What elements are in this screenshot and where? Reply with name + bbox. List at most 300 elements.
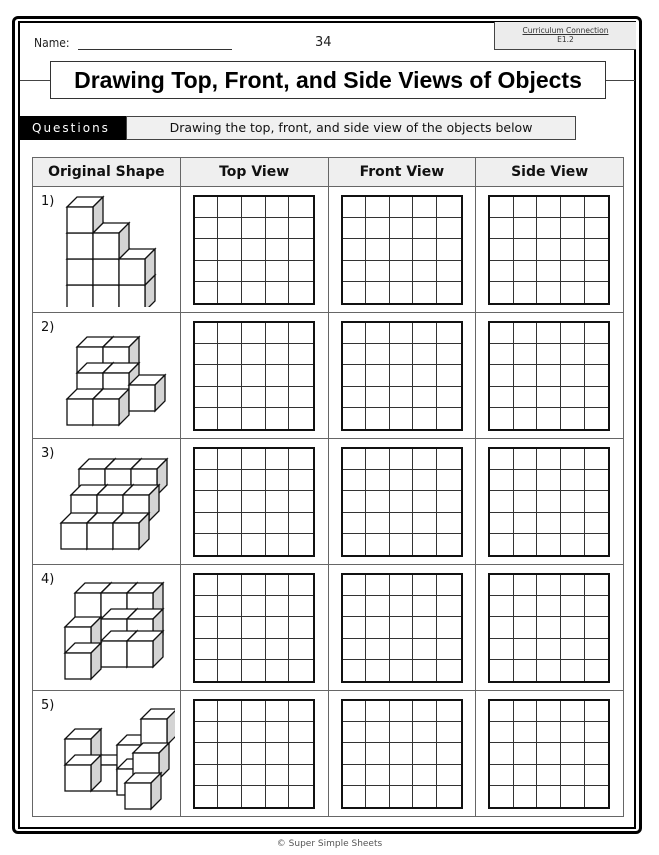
grid-cell[interactable] [437,491,461,512]
grid-cell[interactable] [242,408,266,429]
grid-cell[interactable] [437,387,461,408]
grid-cell[interactable] [390,282,414,303]
grid-cell[interactable] [514,701,538,722]
grid-cell[interactable] [490,470,514,491]
grid-cell[interactable] [437,786,461,807]
grid-cell[interactable] [195,408,219,429]
grid-cell[interactable] [195,660,219,681]
grid-cell[interactable] [537,765,561,786]
grid-cell[interactable] [218,786,242,807]
grid-cell[interactable] [195,323,219,344]
grid-cell[interactable] [390,218,414,239]
grid-cell[interactable] [242,387,266,408]
grid-cell[interactable] [490,261,514,282]
grid-cell[interactable] [537,660,561,681]
grid-cell[interactable] [366,218,390,239]
grid-cell[interactable] [437,513,461,534]
grid-cell[interactable] [561,534,585,555]
grid-cell[interactable] [413,596,437,617]
grid-cell[interactable] [490,344,514,365]
grid-cell[interactable] [585,470,609,491]
grid-cell[interactable] [537,534,561,555]
grid-cell[interactable] [437,534,461,555]
grid-cell[interactable] [585,617,609,638]
grid-cell[interactable] [514,743,538,764]
side-view-drawing-grid[interactable] [488,573,610,683]
grid-cell[interactable] [366,387,390,408]
grid-cell[interactable] [343,323,367,344]
grid-cell[interactable] [242,596,266,617]
grid-cell[interactable] [218,408,242,429]
grid-cell[interactable] [343,408,367,429]
grid-cell[interactable] [195,513,219,534]
grid-cell[interactable] [218,282,242,303]
grid-cell[interactable] [195,282,219,303]
grid-cell[interactable] [561,344,585,365]
grid-cell[interactable] [437,449,461,470]
grid-cell[interactable] [218,449,242,470]
grid-cell[interactable] [537,323,561,344]
grid-cell[interactable] [242,282,266,303]
grid-cell[interactable] [366,786,390,807]
grid-cell[interactable] [289,470,313,491]
grid-cell[interactable] [413,534,437,555]
grid-cell[interactable] [266,596,290,617]
grid-cell[interactable] [242,722,266,743]
grid-cell[interactable] [514,534,538,555]
front-view-drawing-grid[interactable] [341,321,463,431]
grid-cell[interactable] [585,239,609,260]
grid-cell[interactable] [437,660,461,681]
grid-cell[interactable] [218,387,242,408]
grid-cell[interactable] [343,470,367,491]
grid-cell[interactable] [561,239,585,260]
grid-cell[interactable] [195,261,219,282]
grid-cell[interactable] [561,365,585,386]
grid-cell[interactable] [390,743,414,764]
grid-cell[interactable] [343,639,367,660]
grid-cell[interactable] [266,408,290,429]
grid-cell[interactable] [366,365,390,386]
grid-cell[interactable] [514,617,538,638]
grid-cell[interactable] [537,197,561,218]
grid-cell[interactable] [390,365,414,386]
grid-cell[interactable] [218,470,242,491]
grid-cell[interactable] [537,722,561,743]
grid-cell[interactable] [585,786,609,807]
grid-cell[interactable] [413,701,437,722]
grid-cell[interactable] [413,743,437,764]
grid-cell[interactable] [561,765,585,786]
grid-cell[interactable] [343,218,367,239]
grid-cell[interactable] [537,513,561,534]
grid-cell[interactable] [537,470,561,491]
grid-cell[interactable] [585,596,609,617]
grid-cell[interactable] [561,722,585,743]
grid-cell[interactable] [490,365,514,386]
grid-cell[interactable] [537,365,561,386]
grid-cell[interactable] [343,387,367,408]
grid-cell[interactable] [561,617,585,638]
grid-cell[interactable] [585,282,609,303]
grid-cell[interactable] [195,365,219,386]
grid-cell[interactable] [289,344,313,365]
grid-cell[interactable] [343,596,367,617]
grid-cell[interactable] [390,408,414,429]
grid-cell[interactable] [366,596,390,617]
front-view-drawing-grid[interactable] [341,447,463,557]
grid-cell[interactable] [242,491,266,512]
grid-cell[interactable] [289,239,313,260]
grid-cell[interactable] [437,197,461,218]
grid-cell[interactable] [266,282,290,303]
grid-cell[interactable] [413,765,437,786]
grid-cell[interactable] [195,743,219,764]
grid-cell[interactable] [490,596,514,617]
grid-cell[interactable] [289,743,313,764]
grid-cell[interactable] [437,239,461,260]
grid-cell[interactable] [537,491,561,512]
grid-cell[interactable] [561,408,585,429]
grid-cell[interactable] [437,365,461,386]
grid-cell[interactable] [266,344,290,365]
grid-cell[interactable] [490,282,514,303]
grid-cell[interactable] [366,344,390,365]
grid-cell[interactable] [289,596,313,617]
grid-cell[interactable] [195,722,219,743]
grid-cell[interactable] [366,197,390,218]
grid-cell[interactable] [413,722,437,743]
top-view-drawing-grid[interactable] [193,699,315,809]
grid-cell[interactable] [561,596,585,617]
grid-cell[interactable] [585,218,609,239]
grid-cell[interactable] [343,261,367,282]
grid-cell[interactable] [514,660,538,681]
grid-cell[interactable] [585,722,609,743]
grid-cell[interactable] [195,617,219,638]
grid-cell[interactable] [585,660,609,681]
grid-cell[interactable] [218,722,242,743]
grid-cell[interactable] [289,323,313,344]
grid-cell[interactable] [490,575,514,596]
grid-cell[interactable] [561,575,585,596]
side-view-drawing-grid[interactable] [488,321,610,431]
grid-cell[interactable] [266,197,290,218]
grid-cell[interactable] [366,743,390,764]
grid-cell[interactable] [242,617,266,638]
grid-cell[interactable] [266,491,290,512]
grid-cell[interactable] [537,596,561,617]
grid-cell[interactable] [514,722,538,743]
grid-cell[interactable] [490,534,514,555]
grid-cell[interactable] [289,282,313,303]
grid-cell[interactable] [343,491,367,512]
grid-cell[interactable] [366,491,390,512]
grid-cell[interactable] [343,239,367,260]
grid-cell[interactable] [585,449,609,470]
grid-cell[interactable] [413,239,437,260]
grid-cell[interactable] [390,491,414,512]
grid-cell[interactable] [195,575,219,596]
grid-cell[interactable] [343,765,367,786]
grid-cell[interactable] [289,617,313,638]
grid-cell[interactable] [514,261,538,282]
grid-cell[interactable] [266,534,290,555]
grid-cell[interactable] [289,408,313,429]
grid-cell[interactable] [490,786,514,807]
grid-cell[interactable] [289,701,313,722]
grid-cell[interactable] [242,765,266,786]
grid-cell[interactable] [289,197,313,218]
grid-cell[interactable] [413,660,437,681]
grid-cell[interactable] [413,639,437,660]
grid-cell[interactable] [242,323,266,344]
grid-cell[interactable] [343,743,367,764]
grid-cell[interactable] [561,660,585,681]
grid-cell[interactable] [289,218,313,239]
grid-cell[interactable] [366,534,390,555]
grid-cell[interactable] [561,743,585,764]
grid-cell[interactable] [242,239,266,260]
grid-cell[interactable] [413,786,437,807]
grid-cell[interactable] [437,344,461,365]
grid-cell[interactable] [537,282,561,303]
grid-cell[interactable] [390,239,414,260]
grid-cell[interactable] [242,534,266,555]
grid-cell[interactable] [514,765,538,786]
grid-cell[interactable] [413,617,437,638]
grid-cell[interactable] [585,344,609,365]
grid-cell[interactable] [242,786,266,807]
grid-cell[interactable] [343,197,367,218]
grid-cell[interactable] [490,513,514,534]
grid-cell[interactable] [218,491,242,512]
grid-cell[interactable] [537,218,561,239]
grid-cell[interactable] [218,534,242,555]
grid-cell[interactable] [195,491,219,512]
grid-cell[interactable] [490,765,514,786]
grid-cell[interactable] [390,639,414,660]
grid-cell[interactable] [266,701,290,722]
grid-cell[interactable] [514,491,538,512]
grid-cell[interactable] [266,786,290,807]
grid-cell[interactable] [289,575,313,596]
grid-cell[interactable] [289,449,313,470]
grid-cell[interactable] [437,408,461,429]
grid-cell[interactable] [289,387,313,408]
grid-cell[interactable] [218,218,242,239]
grid-cell[interactable] [561,470,585,491]
grid-cell[interactable] [366,722,390,743]
grid-cell[interactable] [437,261,461,282]
grid-cell[interactable] [490,323,514,344]
grid-cell[interactable] [266,239,290,260]
grid-cell[interactable] [266,575,290,596]
grid-cell[interactable] [289,765,313,786]
grid-cell[interactable] [289,786,313,807]
grid-cell[interactable] [366,282,390,303]
grid-cell[interactable] [561,449,585,470]
grid-cell[interactable] [514,323,538,344]
front-view-drawing-grid[interactable] [341,699,463,809]
grid-cell[interactable] [413,470,437,491]
grid-cell[interactable] [561,197,585,218]
grid-cell[interactable] [413,387,437,408]
grid-cell[interactable] [366,323,390,344]
grid-cell[interactable] [218,197,242,218]
grid-cell[interactable] [343,786,367,807]
grid-cell[interactable] [242,701,266,722]
grid-cell[interactable] [437,701,461,722]
grid-cell[interactable] [195,534,219,555]
grid-cell[interactable] [242,365,266,386]
name-field[interactable] [78,49,232,50]
grid-cell[interactable] [413,449,437,470]
grid-cell[interactable] [561,261,585,282]
grid-cell[interactable] [561,639,585,660]
grid-cell[interactable] [437,575,461,596]
grid-cell[interactable] [413,513,437,534]
grid-cell[interactable] [561,323,585,344]
grid-cell[interactable] [585,365,609,386]
grid-cell[interactable] [195,765,219,786]
side-view-drawing-grid[interactable] [488,699,610,809]
grid-cell[interactable] [289,639,313,660]
side-view-drawing-grid[interactable] [488,195,610,305]
grid-cell[interactable] [390,387,414,408]
grid-cell[interactable] [218,701,242,722]
grid-cell[interactable] [390,344,414,365]
grid-cell[interactable] [366,449,390,470]
grid-cell[interactable] [514,575,538,596]
grid-cell[interactable] [390,596,414,617]
grid-cell[interactable] [366,513,390,534]
grid-cell[interactable] [514,282,538,303]
grid-cell[interactable] [585,408,609,429]
grid-cell[interactable] [490,743,514,764]
grid-cell[interactable] [390,470,414,491]
grid-cell[interactable] [390,786,414,807]
grid-cell[interactable] [514,513,538,534]
grid-cell[interactable] [242,660,266,681]
grid-cell[interactable] [366,639,390,660]
grid-cell[interactable] [289,261,313,282]
top-view-drawing-grid[interactable] [193,195,315,305]
grid-cell[interactable] [437,743,461,764]
grid-cell[interactable] [490,617,514,638]
grid-cell[interactable] [413,408,437,429]
grid-cell[interactable] [289,513,313,534]
grid-cell[interactable] [366,408,390,429]
grid-cell[interactable] [266,470,290,491]
top-view-drawing-grid[interactable] [193,573,315,683]
grid-cell[interactable] [390,197,414,218]
grid-cell[interactable] [218,365,242,386]
grid-cell[interactable] [266,323,290,344]
grid-cell[interactable] [343,617,367,638]
grid-cell[interactable] [195,639,219,660]
front-view-drawing-grid[interactable] [341,195,463,305]
grid-cell[interactable] [366,239,390,260]
grid-cell[interactable] [514,387,538,408]
grid-cell[interactable] [490,239,514,260]
grid-cell[interactable] [266,513,290,534]
grid-cell[interactable] [561,513,585,534]
grid-cell[interactable] [490,722,514,743]
grid-cell[interactable] [537,639,561,660]
grid-cell[interactable] [266,765,290,786]
grid-cell[interactable] [195,218,219,239]
grid-cell[interactable] [490,701,514,722]
grid-cell[interactable] [218,617,242,638]
grid-cell[interactable] [343,365,367,386]
grid-cell[interactable] [585,261,609,282]
grid-cell[interactable] [195,449,219,470]
grid-cell[interactable] [490,218,514,239]
grid-cell[interactable] [537,701,561,722]
grid-cell[interactable] [390,513,414,534]
grid-cell[interactable] [585,323,609,344]
grid-cell[interactable] [343,534,367,555]
grid-cell[interactable] [343,660,367,681]
grid-cell[interactable] [413,323,437,344]
grid-cell[interactable] [413,282,437,303]
grid-cell[interactable] [514,639,538,660]
grid-cell[interactable] [195,344,219,365]
grid-cell[interactable] [289,365,313,386]
grid-cell[interactable] [343,701,367,722]
grid-cell[interactable] [390,534,414,555]
top-view-drawing-grid[interactable] [193,447,315,557]
grid-cell[interactable] [266,617,290,638]
grid-cell[interactable] [242,743,266,764]
grid-cell[interactable] [413,261,437,282]
grid-cell[interactable] [437,323,461,344]
grid-cell[interactable] [585,575,609,596]
grid-cell[interactable] [266,218,290,239]
grid-cell[interactable] [437,639,461,660]
grid-cell[interactable] [390,449,414,470]
grid-cell[interactable] [266,743,290,764]
grid-cell[interactable] [195,387,219,408]
grid-cell[interactable] [390,617,414,638]
grid-cell[interactable] [537,261,561,282]
grid-cell[interactable] [218,660,242,681]
grid-cell[interactable] [537,743,561,764]
grid-cell[interactable] [218,513,242,534]
grid-cell[interactable] [343,449,367,470]
grid-cell[interactable] [514,365,538,386]
front-view-drawing-grid[interactable] [341,573,463,683]
grid-cell[interactable] [490,639,514,660]
grid-cell[interactable] [537,408,561,429]
grid-cell[interactable] [561,282,585,303]
grid-cell[interactable] [585,534,609,555]
grid-cell[interactable] [490,387,514,408]
grid-cell[interactable] [561,701,585,722]
grid-cell[interactable] [266,365,290,386]
grid-cell[interactable] [490,408,514,429]
grid-cell[interactable] [585,639,609,660]
grid-cell[interactable] [343,513,367,534]
grid-cell[interactable] [514,596,538,617]
grid-cell[interactable] [289,722,313,743]
grid-cell[interactable] [195,470,219,491]
grid-cell[interactable] [242,575,266,596]
grid-cell[interactable] [561,387,585,408]
grid-cell[interactable] [195,596,219,617]
grid-cell[interactable] [514,408,538,429]
